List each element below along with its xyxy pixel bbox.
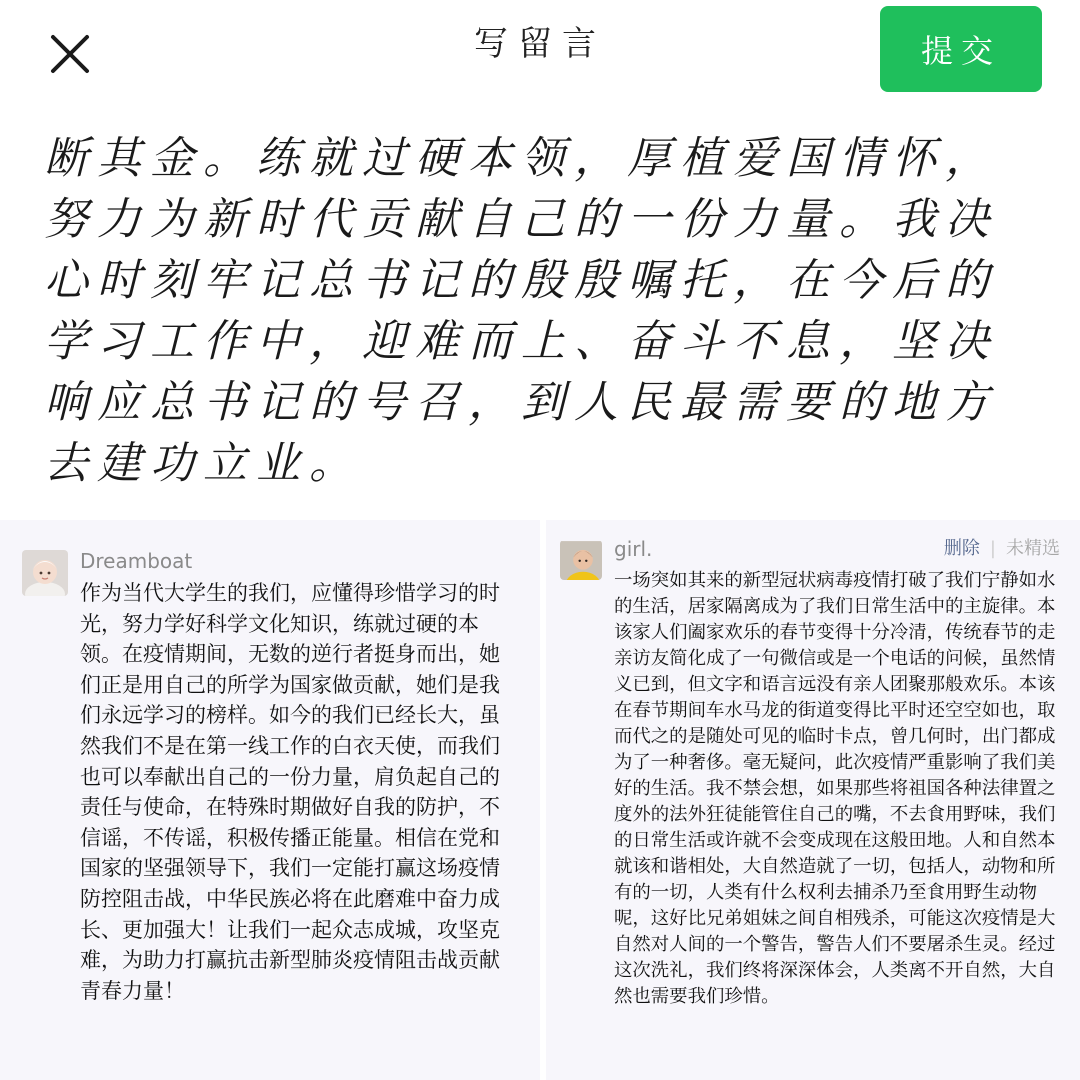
comment-username[interactable]: girl. [614,537,653,561]
avatar[interactable] [560,540,602,580]
action-separator: | [989,538,996,559]
delete-link[interactable]: 删除 [943,538,980,559]
comment-username[interactable]: Dreamboat [80,549,193,573]
feature-toggle-link[interactable]: 未精选 [1006,538,1060,559]
page-title: 写留言 [474,24,606,64]
comment-actions [944,536,1060,562]
comment-card [0,520,540,1080]
comments-section [0,520,1080,1080]
baby-avatar-icon [22,550,68,596]
child-avatar-icon [560,540,602,580]
comment-card [546,520,1080,1080]
avatar[interactable] [22,550,68,596]
comment-text: 一场突如其来的新型冠状病毒疫情打破了我们宁静如水的生活，居家隔离成为了我们日常生活中的主旋律。本该家人们阖家欢乐的春节变得十分冷清，传统春节的走亲访友简化成了一句微信或是一个电话的问候，虽然情义已到，但文字和语言远没有亲人团聚那般欢乐。本该在春节期间车水马龙的街道变得比平时还空空如也，取而代之的是随处可见的临时卡点，曾几何时，出门都成为了一种奢侈。毫无疑问，此次疫情严重影响了我们美好的生活。我不禁会想，如果那些将祖国各种法律置之度外的法外狂徒能管住自己的嘴，不去食用野味，我们的日常生活或许就不会变成现在这般田地。人和自然本就该和谐相处，大自然造就了一切，包括人，动物和所有的一切，人类有什么权利去捕杀乃至食用野生动物呢，这好比兄弟姐妹之间自相残杀，可能这次疫情是大自然对人间的一个警告，警告人们不要屠杀生灵。经过这次洗礼，我们终将深深体会，人类离不开自然，大自然也需要我们珍惜。 [614,570,1056,1007]
compose-panel [0,0,1080,520]
handwritten-message-text[interactable]: 断其金。练就过硬本领，厚植爱国情怀，努力为新时代贡献自己的一份力量。我决心时刻牢记总书记的殷殷嘱托，在今后的学习工作中，迎难而上、奋斗不息，坚决响应总书记的号召，到人民最需要的地方去建功立业。 [44,133,998,489]
comment-text: 作为当代大学生的我们，应懂得珍惜学习的时光，努力学好科学文化知识，练就过硬的本领。在疫情期间，无数的逆行者挺身而出，她们正是用自己的所学为国家做贡献，她们是我们永远学习的榜样。如今的我们已经长大，虽然我们不是在第一线工作的白衣天使，而我们也可以奉献出自己的一份力量，肩负起自己的责任与使命，在特殊时期做好自我的防护，不信谣，不传谣，积极传播正能量。相信在党和国家的坚强领导下，我们一定能打赢这场疫情防控阻击战，中华民族必将在此磨难中奋力成长、更加强大！让我们一起众志成城，攻坚克难，为助力打赢抗击新型肺炎疫情阻击战贡献青春力量！ [80,581,500,1003]
submit-button[interactable]: 提交 [880,6,1042,92]
